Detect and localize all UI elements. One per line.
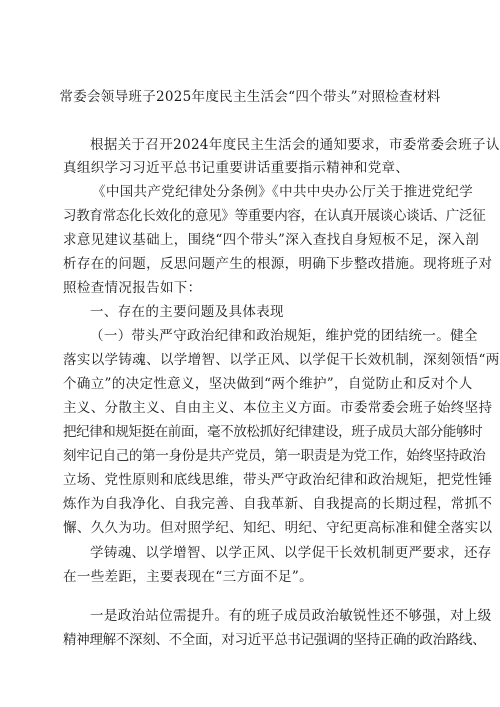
paragraph-line: 析存在的问题，反思问题产生的根源，明确下步整改措施。现将班子对 — [63, 256, 493, 272]
paragraph-line: 真组织学习习近平总书记重要讲话重要指示精神和党章、 — [63, 160, 410, 176]
paragraph-line: 炼作为自我净化、自我完善、自我革新、自我提高的长期过程，常抓不 — [63, 496, 493, 512]
paragraph-line: 主义、分散主义、自由主义、本位主义方面。市委常委会班子始终坚持 — [63, 400, 493, 416]
paragraph-line: 根据关于召开2024年度民主生活会的通知要求，市委常委会班子认 — [90, 137, 500, 153]
document-title: 常委会领导班子2025年度民主生活会“四个带头”对照检查材料 — [59, 89, 441, 105]
paragraph-line: （一）带头严守政治纪律和政治规矩，维护党的团结统一。健全 — [90, 328, 478, 344]
paragraph-line: 在一些差距，主要表现在“三方面不足”。 — [63, 569, 313, 585]
paragraph-line: 懈、久久为功。但对照学纪、知纪、明纪、守纪更高标准和健全落实以 — [63, 520, 493, 536]
paragraph-line: 一是政治站位需提升。有的班子成员政治敏锐性还不够强，对上级 — [90, 608, 492, 624]
paragraph-line: 立场、党性原则和底线思维，带头严守政治纪律和政治规矩，把党性锤 — [63, 472, 493, 488]
paragraph-line: 照检查情况报告如下： — [63, 280, 202, 296]
paragraph-line: 落实以学铸魂、以学增智、以学正风、以学促干长效机制，深刻领悟“两 — [63, 352, 500, 368]
paragraph-line: 《中国共产党纪律处分条例》《中共中央办公厅关于推进党纪学 — [92, 184, 474, 200]
paragraph-line: 刻牢记自己的第一身份是共产党员，第一职责是为党工作，始终坚持政治 — [63, 448, 486, 464]
paragraph-line: 个确立”的决定性意义，坚决做到“两个维护”，自觉防止和反对个人 — [63, 376, 473, 392]
paragraph-line: 精神理解不深刻、不全面，对习近平总书记强调的坚持正确的政治路线、 — [63, 632, 486, 648]
paragraph-line: 求意见建议基础上，围绕“四个带头”深入查找自身短板不足，深入剖 — [63, 232, 480, 248]
paragraph-line: 把纪律和规矩挺在前面，毫不放松抓好纪律建设，班子成员大部分能够时 — [63, 424, 483, 440]
paragraph-line: 习教育常态化长效化的意见》等重要内容，在认真开展谈心谈话、广泛征 — [63, 208, 486, 224]
section-heading: 一、存在的主要问题及具体表现 — [90, 304, 284, 320]
paragraph-line: 学铸魂、以学增智、以学正风、以学促干长效机制更严要求，还存 — [90, 545, 492, 561]
